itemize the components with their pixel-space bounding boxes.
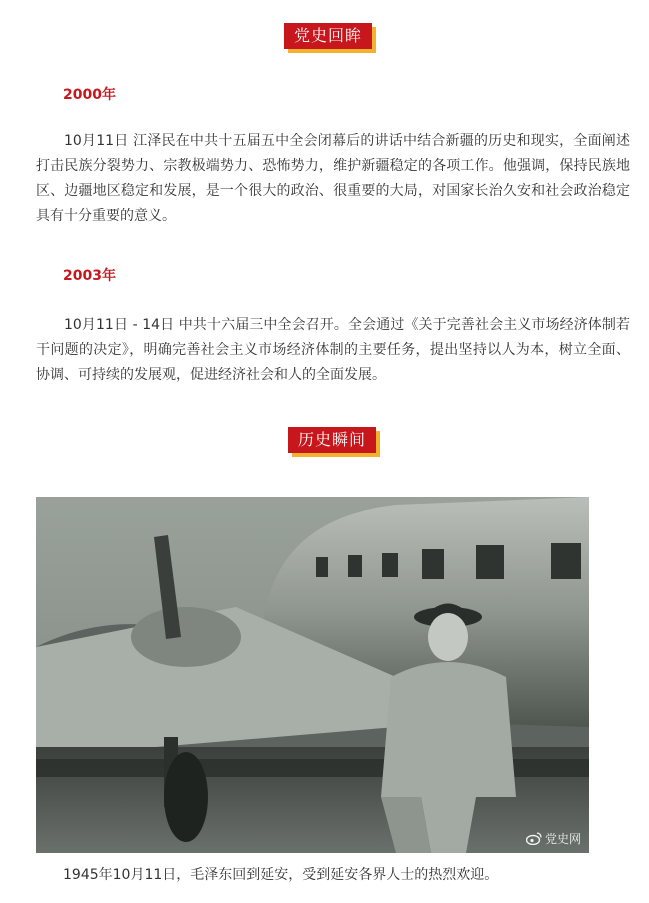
section-badge-party-history: 党史回眸 bbox=[284, 23, 372, 49]
history-entry-2003 bbox=[36, 313, 630, 388]
historical-photo-image bbox=[36, 497, 589, 853]
weibo-icon bbox=[526, 832, 542, 845]
year-heading-2000: 2000年 bbox=[63, 87, 116, 103]
history-entry-2000 bbox=[36, 129, 630, 229]
year-heading-2003: 2003年 bbox=[63, 268, 116, 284]
watermark-text: 党史网 bbox=[544, 832, 581, 846]
history-entry-2003-text: 10月11日 - 14日 中共十六届三中全会召开。全会通过《关于完善社会主义市场经济体制若干问题的决定》，明确完善社会主义市场经济体制的主要任务，提出坚持以人为本，树立全面、协调、可持续的发展观，促进经济社会和人的全面发展。 bbox=[36, 317, 630, 383]
section-badge-history-moment: 历史瞬间 bbox=[288, 427, 376, 453]
photo-caption: 1945年10月11日，毛泽东回到延安，受到延安各界人士的热烈欢迎。 bbox=[63, 867, 499, 883]
photo-watermark bbox=[526, 830, 581, 847]
historical-photo bbox=[36, 497, 589, 853]
history-entry-2000-text: 10月11日 江泽民在中共十五届五中全会闭幕后的讲话中结合新疆的历史和现实，全面阐述打击民族分裂势力、宗教极端势力、恐怖势力，维护新疆稳定的各项工作。他强调，保持民族地区、边疆地区稳定和发展，是一个很大的政治、很重要的大局，对国家长治久安和社会政治稳定具有十分重要的意义。 bbox=[36, 133, 630, 224]
